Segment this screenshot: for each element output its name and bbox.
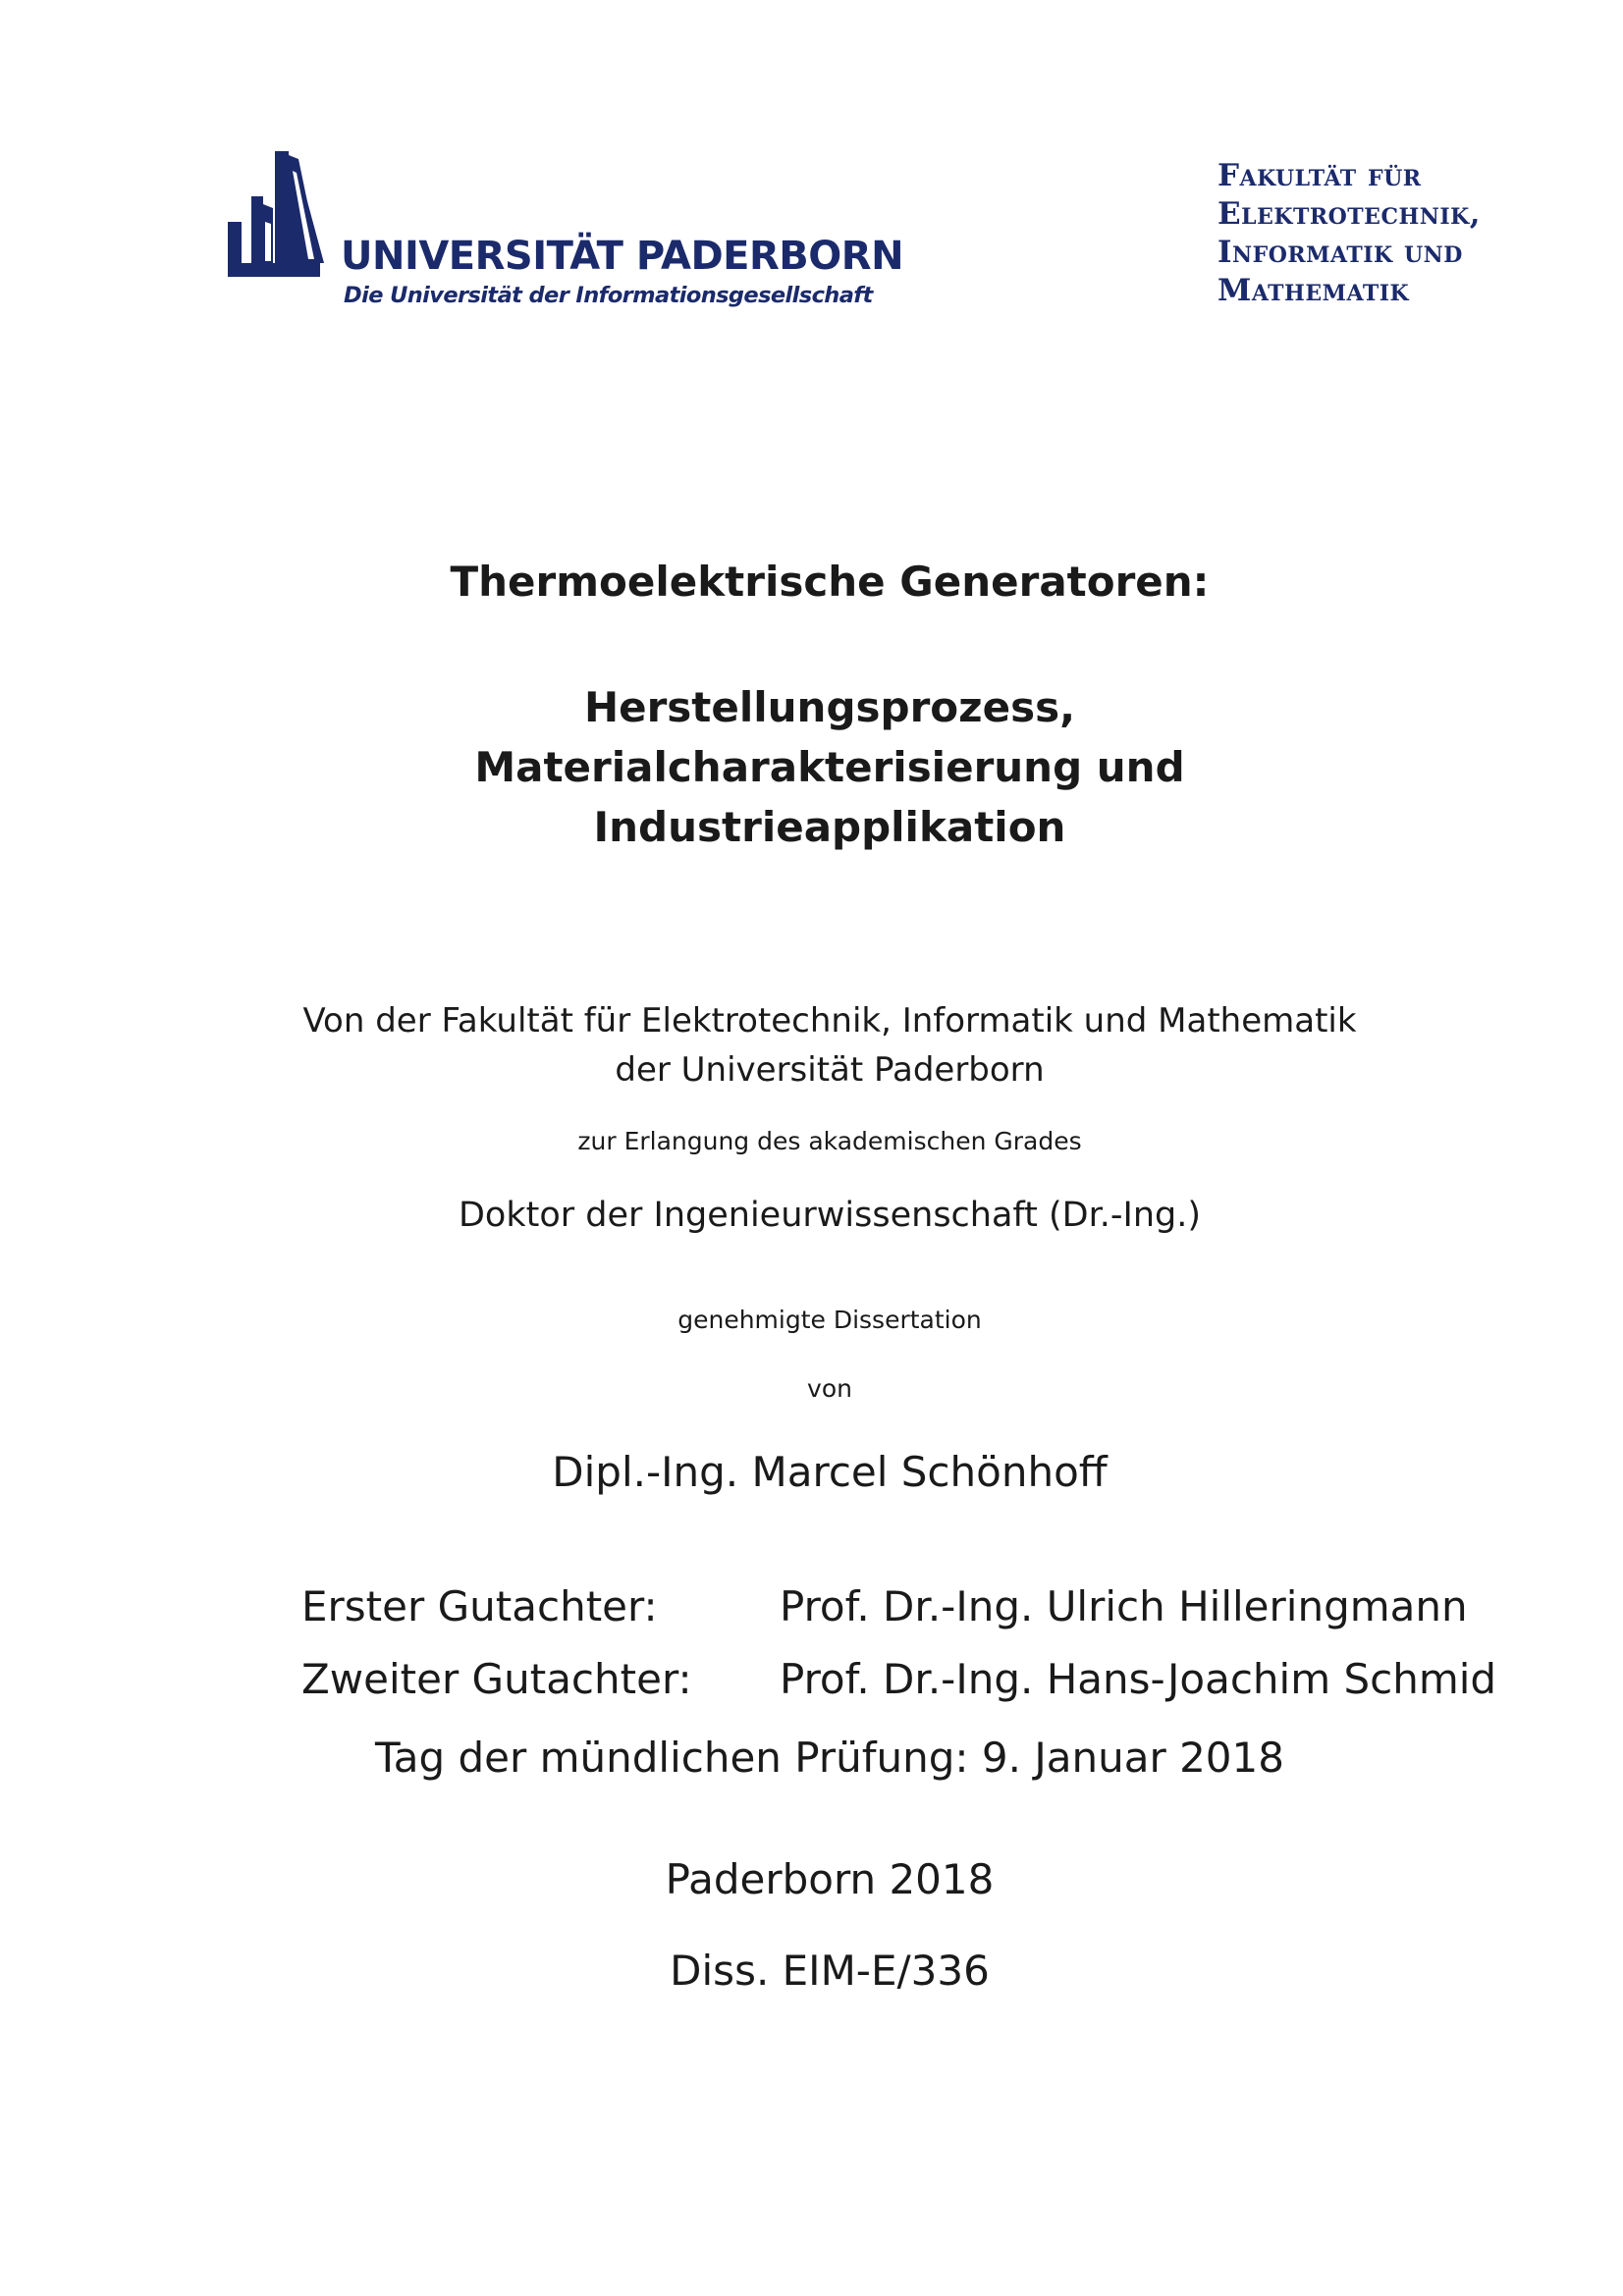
- submitting-faculty: [0, 996, 1623, 1095]
- reviewer-name: Prof. Dr.-Ing. Hans-Joachim Schmid: [780, 1655, 1497, 1703]
- subtitle-line: Herstellungsprozess,: [583, 683, 1076, 731]
- faculty-line: Mathematik: [1217, 273, 1410, 308]
- university-paderborn-logo-icon: [228, 147, 328, 277]
- thesis-subtitle: [0, 677, 1623, 857]
- subtitle-line: Materialcharakterisierung und: [474, 743, 1185, 791]
- faculty-name: [1217, 157, 1481, 310]
- approved-dissertation: genehmigte Dissertation: [677, 1306, 982, 1334]
- university-logo: [228, 147, 904, 324]
- reviewer-label: Erster Gutachter:: [301, 1582, 658, 1630]
- submitting-faculty-line: der Universität Paderborn: [615, 1050, 1045, 1090]
- faculty-line: Fakultät für: [1217, 158, 1422, 193]
- faculty-line: Informatik und: [1217, 235, 1463, 270]
- academic-degree: Doktor der Ingenieurwissenschaft (Dr.-Ing.): [458, 1196, 1202, 1235]
- dissertation-number: Diss. EIM-E/336: [670, 1947, 990, 1995]
- place-year: Paderborn 2018: [665, 1855, 995, 1903]
- by-label: von: [807, 1374, 852, 1403]
- grade-intro: zur Erlangung des akademischen Grades: [577, 1127, 1082, 1155]
- reviewer-label: Zweiter Gutachter:: [301, 1655, 692, 1703]
- submitting-faculty-line: Von der Fakultät für Elektrotechnik, Informatik und Mathematik: [302, 1001, 1357, 1041]
- subtitle-line: Industrieapplikation: [593, 803, 1066, 851]
- author-name: Dipl.-Ing. Marcel Schönhoff: [552, 1448, 1108, 1496]
- thesis-title: Thermoelektrische Generatoren:: [450, 558, 1210, 606]
- oral-exam-date: Tag der mündlichen Prüfung: 9. Januar 2018: [375, 1734, 1284, 1782]
- reviewer-name: Prof. Dr.-Ing. Ulrich Hilleringmann: [780, 1582, 1468, 1630]
- university-name: UNIVERSITÄT PADERBORN: [341, 234, 904, 279]
- faculty-line: Elektrotechnik,: [1217, 196, 1482, 232]
- university-slogan: Die Universität der Informationsgesellschaft: [344, 283, 873, 308]
